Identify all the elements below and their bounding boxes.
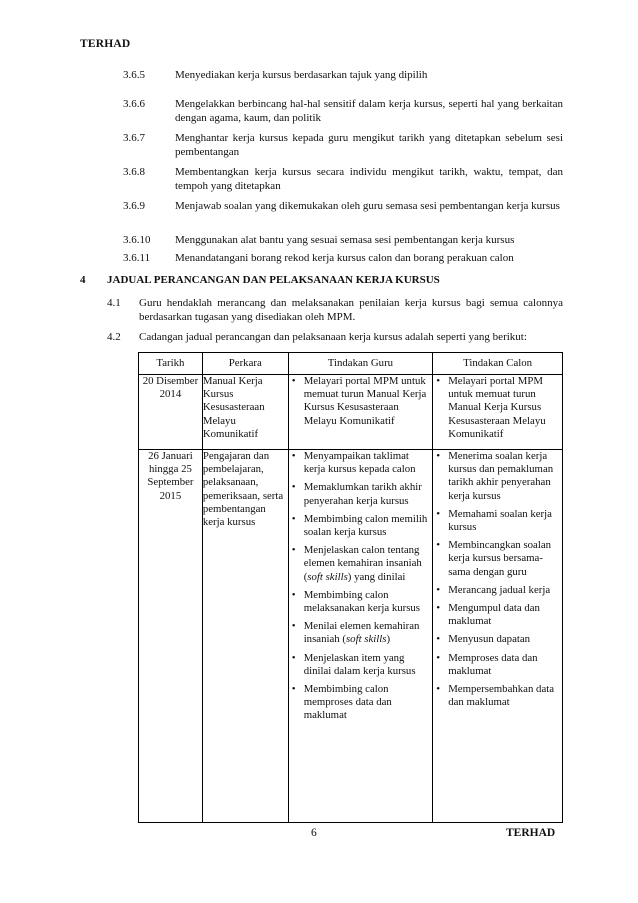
list-item <box>123 97 563 125</box>
list-item: • Menerima soalan kerja kursus dan pemakluman tarikh akhir penyerahan kerja kursus <box>433 450 562 503</box>
list-item-number: 3.6.5 <box>123 69 145 81</box>
date-cell: 26 Januari hingga 25 September 2015 <box>139 450 203 823</box>
list-item-text: Menandatangani borang rekod kerja kursus calon dan borang perakuan calon <box>175 252 514 264</box>
page-number: 6 <box>311 827 317 839</box>
list-item-text: Menjawab soalan yang dikemukakan oleh guru semasa sesi pembentangan kerja kursus <box>175 200 560 212</box>
table-row <box>139 450 563 823</box>
table-row <box>139 375 563 450</box>
sub-item-text: Guru hendaklah merancang dan melaksanakan penilaian kerja kursus bagi semua calonnya berdasarkan tugasan yang disediakan oleh MPM. <box>139 297 563 323</box>
list-item: • Merancang jadual kerja <box>433 584 562 597</box>
sub-item-number: 4.1 <box>107 297 121 309</box>
footer-classification-label: TERHAD <box>506 827 556 839</box>
list-item-number: 3.6.7 <box>123 132 145 144</box>
tindakan-guru-cell <box>288 375 433 450</box>
schedule-table <box>138 352 563 823</box>
tindakan-guru-list <box>289 375 433 428</box>
list-item: • Memahami soalan kerja kursus <box>433 508 562 534</box>
header-classification-label: TERHAD <box>80 38 131 50</box>
column-header-tarikh: Tarikh <box>139 353 203 375</box>
sub-item <box>107 296 563 324</box>
section-title: JADUAL PERANCANGAN DAN PELAKSANAAN KERJA KURSUS <box>107 274 440 286</box>
list-item-number: 3.6.9 <box>123 200 145 212</box>
list-item: • Menyusun dapatan <box>433 633 562 646</box>
column-header-tindakan-guru: Tindakan Guru <box>288 353 433 375</box>
list-item <box>123 68 563 82</box>
list-item: • Menjelaskan item yang dinilai dalam kerja kursus <box>289 652 433 678</box>
list-item: • Memaklumkan tarikh akhir penyerahan kerja kursus <box>289 481 433 507</box>
perkara-cell: Pengajaran dan pembelajaran, pelaksanaan, pemeriksaan, serta pembentangan kerja kursus <box>202 450 288 823</box>
list-item: • Menilai elemen kemahiran insaniah (soft skills) <box>289 620 433 646</box>
table-header-row <box>139 353 563 375</box>
list-item-text: Menghantar kerja kursus kepada guru mengikut tarikh yang ditetapkan sebelum sesi pembentangan <box>175 132 563 158</box>
tindakan-calon-list <box>433 375 562 441</box>
list-item-text: Membentangkan kerja kursus secara individu mengikut tarikh, waktu, tempat, dan tempoh yang ditetapkan <box>175 166 563 192</box>
tindakan-calon-cell <box>433 375 563 450</box>
list-item-number: 3.6.11 <box>123 252 151 264</box>
list-item: • Melayari portal MPM untuk memuat turun Manual Kerja Kursus Kesusasteraan Melayu Komunikatif <box>289 375 433 428</box>
tindakan-calon-list <box>433 450 562 709</box>
list-item <box>123 199 563 213</box>
list-item-text: Menyediakan kerja kursus berdasarkan tajuk yang dipilih <box>175 69 428 81</box>
column-header-tindakan-calon: Tindakan Calon <box>433 353 563 375</box>
list-item: • Membimbing calon melaksanakan kerja kursus <box>289 589 433 615</box>
tindakan-calon-cell <box>433 450 563 823</box>
section-heading <box>80 274 440 286</box>
list-item: • Menjelaskan calon tentang elemen kemahiran insaniah (soft skills) yang dinilai <box>289 544 433 584</box>
tindakan-guru-list <box>289 450 433 723</box>
list-item: • Menyampaikan taklimat kerja kursus kepada calon <box>289 450 433 476</box>
list-item <box>123 251 563 265</box>
sub-item <box>107 330 563 344</box>
list-item: • Memproses data dan maklumat <box>433 652 562 678</box>
list-item: • Melayari portal MPM untuk memuat turun Manual Kerja Kursus Kesusasteraan Melayu Komunikatif <box>433 375 562 441</box>
section-number: 4 <box>80 274 86 286</box>
sub-item-number: 4.2 <box>107 331 121 343</box>
list-item <box>123 131 563 159</box>
list-item-number: 3.6.8 <box>123 166 145 178</box>
list-item-number: 3.6.10 <box>123 234 151 246</box>
column-header-perkara: Perkara <box>202 353 288 375</box>
list-item-text: Menggunakan alat bantu yang sesuai semasa sesi pembentangan kerja kursus <box>175 234 515 246</box>
list-item: • Mempersembahkan data dan maklumat <box>433 683 562 709</box>
list-item: • Membimbing calon memproses data dan maklumat <box>289 683 433 723</box>
list-item: • Membincangkan soalan kerja kursus bersama-sama dengan guru <box>433 539 562 579</box>
list-item <box>123 165 563 193</box>
list-item: • Mengumpul data dan maklumat <box>433 602 562 628</box>
list-item <box>123 233 563 247</box>
sub-item-text: Cadangan jadual perancangan dan pelaksanaan kerja kursus adalah seperti yang berikut: <box>139 331 527 343</box>
tindakan-guru-cell <box>288 450 433 823</box>
date-cell: 20 Disember 2014 <box>139 375 203 450</box>
list-item: • Membimbing calon memilih soalan kerja kursus <box>289 513 433 539</box>
perkara-cell: Manual Kerja Kursus Kesusasteraan Melayu Komunikatif <box>202 375 288 450</box>
list-item-number: 3.6.6 <box>123 98 145 110</box>
list-item-text: Mengelakkan berbincang hal-hal sensitif dalam kerja kursus, seperti hal yang berkaitan dengan agama, kaum, dan politik <box>175 98 563 124</box>
